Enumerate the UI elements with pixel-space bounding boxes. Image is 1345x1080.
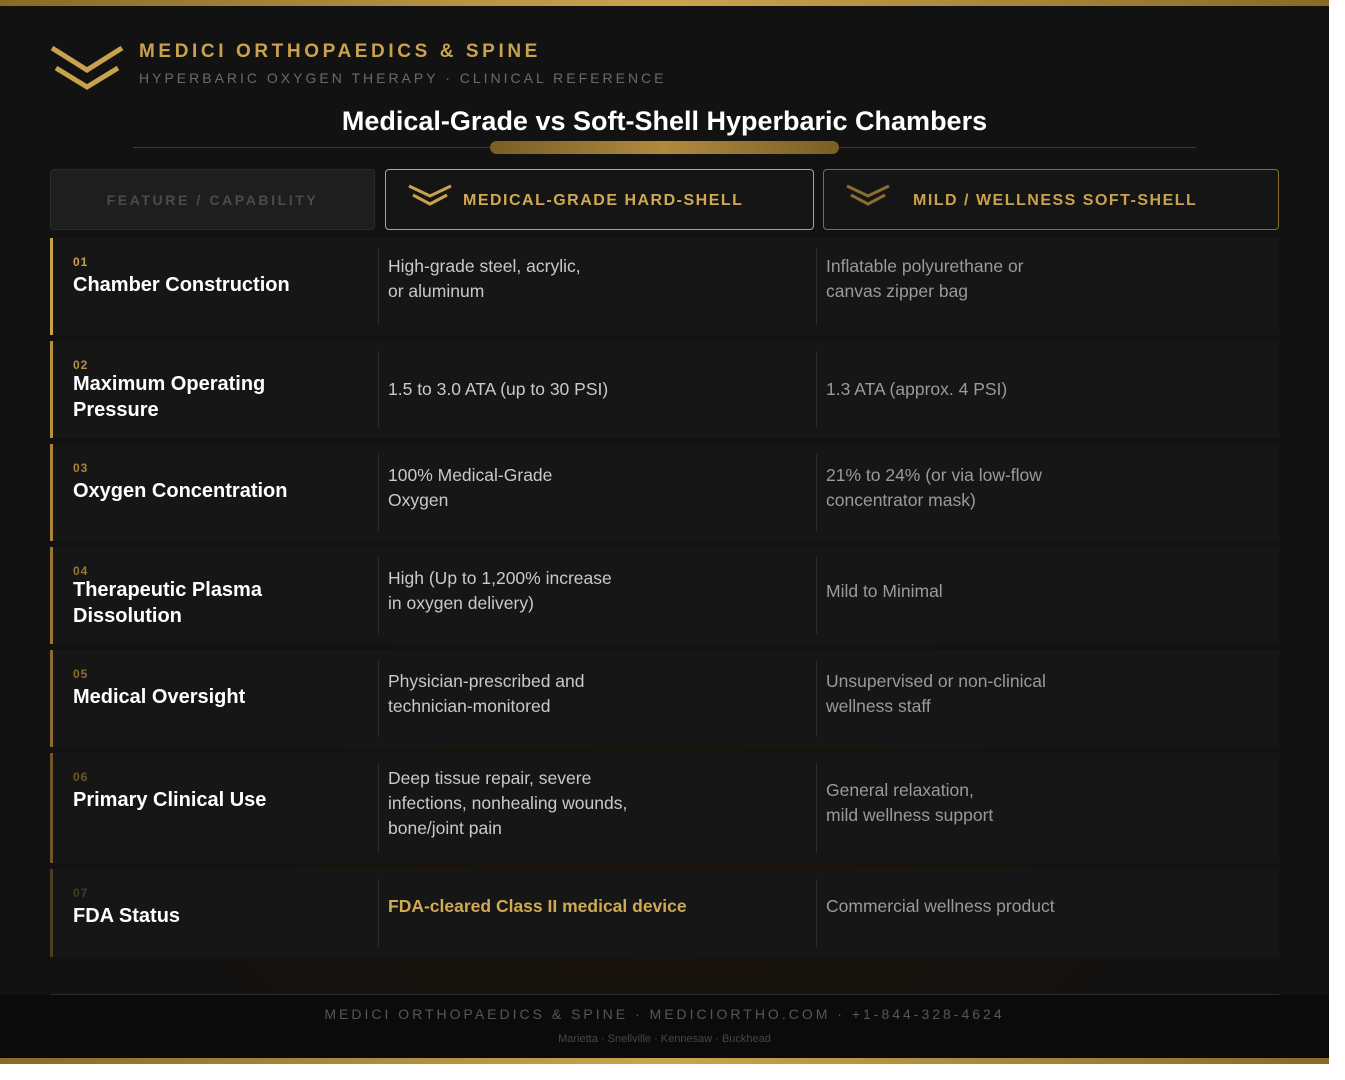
top-gold-bar <box>0 0 1329 6</box>
row-medical-value: High-grade steel, acrylic, or aluminum <box>388 256 581 301</box>
row-feature: Therapeutic Plasma Dissolution <box>73 579 262 627</box>
row-feature: Maximum Operating Pressure <box>73 373 266 421</box>
title-accent-pill <box>490 141 839 154</box>
table-row <box>50 341 1279 438</box>
row-feature: FDA Status <box>73 905 181 927</box>
footer-locations: Marietta · Snellville · Kennesaw · Buckhead <box>558 1033 771 1045</box>
column-divider <box>378 879 379 947</box>
column-divider <box>816 879 817 947</box>
row-number: 07 <box>73 886 89 900</box>
row-medical-value: High (Up to 1,200% increase in oxygen delivery) <box>388 568 612 613</box>
row-feature: Primary Clinical Use <box>73 789 267 811</box>
row-soft-value: 1.3 ATA (approx. 4 PSI) <box>826 379 1008 399</box>
row-medical-value: FDA-cleared Class II medical device <box>388 896 687 916</box>
row-number: 03 <box>73 461 89 475</box>
row-accent-bar <box>50 547 53 644</box>
row-soft-value: Commercial wellness product <box>826 896 1055 916</box>
table-row <box>50 444 1279 541</box>
column-header-feature-label: FEATURE / CAPABILITY <box>106 191 319 208</box>
row-number: 04 <box>73 564 89 578</box>
brand-subtitle: HYPERBARIC OXYGEN THERAPY · CLINICAL REFERENCE <box>139 70 667 86</box>
column-divider <box>378 660 379 737</box>
row-medical-value: 1.5 to 3.0 ATA (up to 30 PSI) <box>388 379 609 399</box>
row-accent-bar <box>50 650 53 747</box>
brand-name: MEDICI ORTHOPAEDICS & SPINE <box>139 41 541 62</box>
column-header-soft <box>823 169 1279 230</box>
table-row <box>50 650 1279 747</box>
row-feature: Oxygen Concentration <box>73 480 288 502</box>
column-divider <box>378 248 379 325</box>
double-chevron-logo-icon <box>50 42 124 92</box>
row-soft-value: General relaxation, mild wellness support <box>826 780 994 825</box>
double-chevron-icon <box>846 184 890 206</box>
row-medical-value: Deep tissue repair, severe infections, nonhealing wounds, bone/joint pain <box>388 768 628 838</box>
footer-contact: MEDICI ORTHOPAEDICS & SPINE · MEDICIORTHO.COM · +1-844-328-4624 <box>324 1006 1005 1022</box>
row-accent-bar <box>50 444 53 541</box>
footer-divider <box>50 994 1279 995</box>
row-number: 05 <box>73 667 89 681</box>
table-row <box>50 869 1279 957</box>
table-row <box>50 547 1279 644</box>
row-accent-bar <box>50 753 53 863</box>
row-soft-value: Inflatable polyurethane or canvas zipper bag <box>826 256 1024 301</box>
footer <box>0 995 1329 1058</box>
row-number: 06 <box>73 770 89 784</box>
column-header-medical <box>385 169 814 230</box>
column-divider <box>378 351 379 428</box>
row-accent-bar <box>50 341 53 438</box>
row-feature: Medical Oversight <box>73 686 246 708</box>
bottom-gold-bar <box>0 1058 1329 1064</box>
column-header-feature <box>50 169 375 230</box>
row-feature: Chamber Construction <box>73 274 290 296</box>
column-header-medical-label: MEDICAL-GRADE HARD-SHELL <box>463 192 744 209</box>
page-title: Medical-Grade vs Soft-Shell Hyperbaric Chambers <box>341 106 988 136</box>
column-divider <box>816 248 817 325</box>
row-accent-bar <box>50 238 53 335</box>
row-accent-bar <box>50 869 53 957</box>
column-divider <box>378 763 379 853</box>
column-divider <box>816 660 817 737</box>
row-medical-value: 100% Medical-Grade Oxygen <box>388 465 553 510</box>
column-divider <box>816 763 817 853</box>
row-number: 02 <box>73 358 89 372</box>
table-row <box>50 753 1279 863</box>
row-soft-value: 21% to 24% (or via low-flow concentrator mask) <box>826 465 1042 510</box>
column-divider <box>816 454 817 531</box>
row-soft-value: Mild to Minimal <box>826 581 943 601</box>
column-header-soft-label: MILD / WELLNESS SOFT-SHELL <box>913 192 1198 209</box>
row-medical-value: Physician-prescribed and technician-monitored <box>388 671 585 716</box>
column-divider <box>378 454 379 531</box>
column-divider <box>816 351 817 428</box>
double-chevron-icon <box>408 184 452 206</box>
row-number: 01 <box>73 255 89 269</box>
column-divider <box>378 557 379 634</box>
column-divider <box>816 557 817 634</box>
table-row <box>50 238 1279 335</box>
row-soft-value: Unsupervised or non-clinical wellness staff <box>826 671 1046 716</box>
comparison-table <box>50 238 1279 963</box>
